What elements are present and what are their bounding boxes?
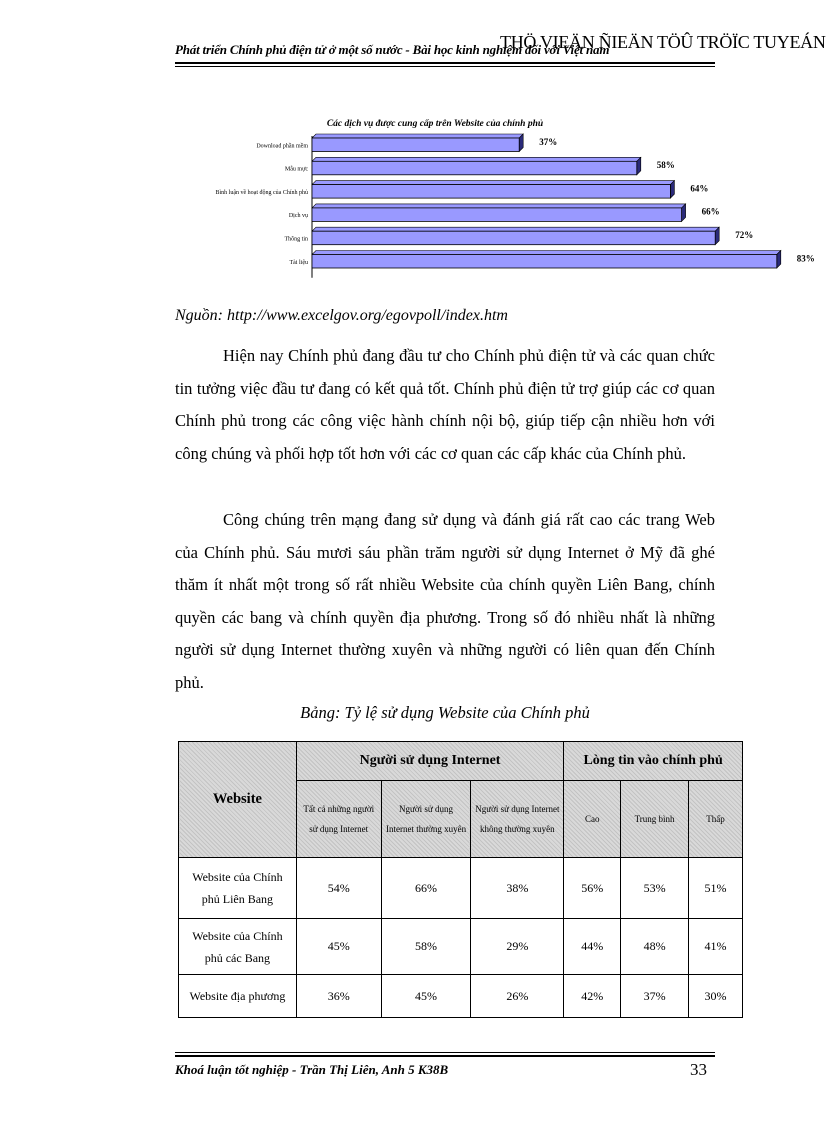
bar — [312, 138, 519, 152]
data-label: 83% — [796, 253, 815, 264]
row-label: Website của Chính phủ các Bang — [179, 919, 297, 975]
row-label: Website địa phương — [179, 975, 297, 1018]
table-cell: 36% — [296, 975, 381, 1018]
data-label: 72% — [735, 229, 754, 240]
table-cell: 45% — [296, 919, 381, 975]
watermark-text: THÖ VIEÄN ÑIEÄN TÖÛ TRÖÏC TUYEÁN — [500, 32, 826, 52]
subheader-trust-high: Cao — [564, 781, 621, 858]
bar — [312, 185, 670, 199]
subheader-frequent-users: Người sử dụng Internet thường xuyên — [381, 781, 471, 858]
bar — [312, 231, 715, 245]
source-prefix: Nguồn — [175, 307, 218, 324]
footer-author-line: Khoá luận tốt nghiệp - Trần Thị Liên, Anh 5 K38B — [175, 1062, 449, 1077]
table-cell: 54% — [296, 858, 381, 919]
bar — [312, 255, 777, 269]
bar-top-face — [312, 251, 781, 255]
chart-svg — [170, 110, 815, 300]
table-cell: 30% — [689, 975, 743, 1018]
table-cell: 53% — [621, 858, 689, 919]
table-cell: 48% — [621, 919, 689, 975]
table-caption: Bảng: Tỷ lệ sử dụng Website của Chính phủ — [300, 703, 590, 722]
table-cell: 51% — [689, 858, 743, 919]
body-paragraph-1: Hiện nay Chính phủ đang đầu tư cho Chính phủ điện tử và các quan chức tin tưởng việc đầu tư đang có kết quả tốt. Chính phủ điện tử trợ giúp các cơ quan Chính phủ trong các công việc hành chính nội bộ, giúp tiếp cận nhiều hơn với công chúng và phối hợp tốt hơn với các cơ quan các cấp khác của Chính phủ. — [175, 346, 715, 463]
table-cell: 29% — [471, 919, 564, 975]
header-rule-thick — [175, 62, 715, 64]
data-label: 58% — [656, 160, 675, 171]
running-header-title: Phát triển Chính phủ điện tử ở một số nước - Bài học kinh nghiệm đối với Việt nam — [175, 42, 610, 57]
table-cell: 45% — [381, 975, 471, 1018]
table-cell: 38% — [471, 858, 564, 919]
footer-rule-thick — [175, 1055, 715, 1057]
chart-title: Các dịch vụ được cung cấp trên Website của chính phủ — [326, 119, 544, 129]
bar-top-face — [312, 227, 719, 231]
source-note — [175, 307, 508, 325]
table-cell: 66% — [381, 858, 471, 919]
table-row — [179, 858, 743, 919]
table-row — [179, 975, 743, 1018]
bar — [312, 208, 682, 222]
category-label: Dịch vụ — [288, 213, 308, 220]
category-label: Download phần mềm — [256, 143, 308, 150]
table-cell: 26% — [471, 975, 564, 1018]
subheader-trust-low: Thấp — [689, 781, 743, 858]
table-corner-header: Website — [179, 742, 297, 858]
table-row — [179, 919, 743, 975]
category-label: Mẫu mực — [284, 166, 308, 173]
bar — [312, 161, 637, 175]
row-label: Website của Chính phủ Liên Bang — [179, 858, 297, 919]
table-cell: 56% — [564, 858, 621, 919]
category-label: Thông tin — [284, 236, 308, 243]
bar-top-face — [312, 204, 686, 208]
table-cell: 42% — [564, 975, 621, 1018]
subheader-all-users: Tất cả những người sử dụng Internet — [296, 781, 381, 858]
services-bar-chart — [170, 110, 815, 300]
page-number: 33 — [690, 1060, 707, 1079]
table-cell: 44% — [564, 919, 621, 975]
source-url: : http://www.excelgov.org/egovpoll/index.htm — [217, 307, 508, 324]
data-label: 37% — [539, 136, 558, 147]
bar-top-face — [312, 134, 523, 138]
body-paragraph-2: Công chúng trên mạng đang sử dụng và đánh giá rất cao các trang Web của Chính phủ. Sáu mươi sáu phần trăm người sử dụng Internet ở Mỹ đã ghé thăm ít nhất một trong số rất nhiều Website của chính quyền Liên Bang, chính quyền các bang và chính quyền địa phương. Trong số đó nhiều nhất là những người sử dụng Internet thường xuyên và những người có liên quan đến Chính phủ. — [175, 510, 715, 692]
header-rule-thin — [175, 66, 715, 67]
group-header-internet-users: Người sử dụng Internet — [296, 742, 563, 781]
subheader-trust-medium: Trung bình — [621, 781, 689, 858]
footer-rule-thin — [175, 1052, 715, 1053]
category-label: Bình luận về hoạt động của Chính phủ — [215, 189, 308, 196]
table-cell: 58% — [381, 919, 471, 975]
data-label: 64% — [690, 183, 709, 194]
category-label: Tài liệu — [289, 259, 308, 266]
group-header-government-trust: Lòng tin vào chính phủ — [564, 742, 743, 781]
data-label: 66% — [701, 206, 720, 217]
table-cell: 41% — [689, 919, 743, 975]
bar-top-face — [312, 181, 674, 185]
website-usage-table — [178, 741, 743, 1018]
bar-top-face — [312, 157, 641, 161]
subheader-infrequent-users: Người sử dụng Internet không thường xuyên — [471, 781, 564, 858]
table-cell: 37% — [621, 975, 689, 1018]
